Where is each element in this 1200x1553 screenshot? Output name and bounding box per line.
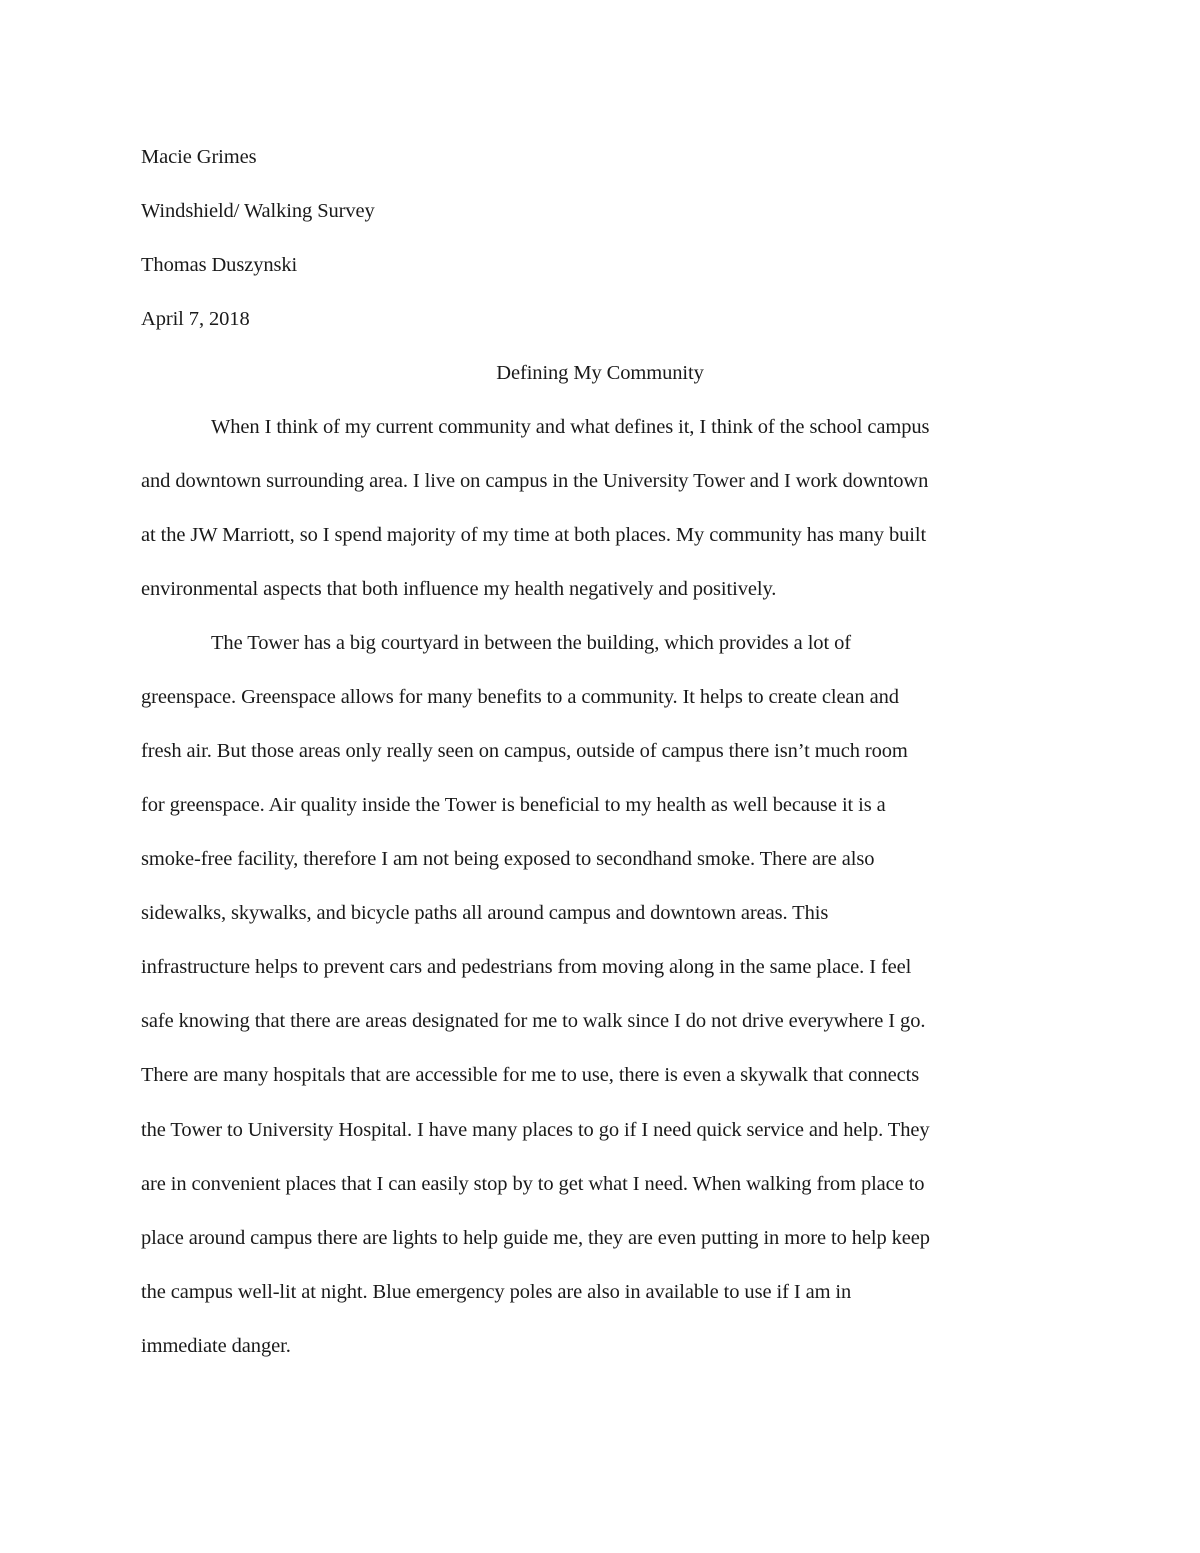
body-line: fresh air. But those areas only really seen on campus, outside of campus there isn’t much room — [141, 740, 908, 762]
body-line: are in convenient places that I can easily stop by to get what I need. When walking from place to — [141, 1173, 925, 1195]
body-line: When I think of my current community and what defines it, I think of the school campus — [211, 416, 930, 438]
body-line: The Tower has a big courtyard in between the building, which provides a lot of — [211, 632, 851, 654]
body-line: environmental aspects that both influence my health negatively and positively. — [141, 578, 777, 600]
body-line: the campus well-lit at night. Blue emergency poles are also in available to use if I am in — [141, 1281, 852, 1303]
assignment-name: Windshield/ Walking Survey — [141, 200, 375, 222]
body-line: safe knowing that there are areas designated for me to walk since I do not drive everywhere I go. — [141, 1010, 926, 1032]
body-line: sidewalks, skywalks, and bicycle paths all around campus and downtown areas. This — [141, 902, 829, 924]
body-line: at the JW Marriott, so I spend majority of my time at both places. My community has many built — [141, 524, 927, 546]
document-date: April 7, 2018 — [141, 308, 250, 330]
body-line: and downtown surrounding area. I live on campus in the University Tower and I work downtown — [141, 470, 929, 492]
body-line: place around campus there are lights to help guide me, they are even putting in more to help keep — [141, 1227, 930, 1249]
body-line: the Tower to University Hospital. I have many places to go if I need quick service and help. They — [141, 1119, 930, 1141]
instructor-name: Thomas Duszynski — [141, 254, 298, 276]
document-title: Defining My Community — [496, 362, 704, 384]
body-line: infrastructure helps to prevent cars and pedestrians from moving along in the same place. I feel — [141, 956, 912, 978]
author-name: Macie Grimes — [141, 146, 257, 168]
body-line: immediate danger. — [141, 1335, 291, 1357]
body-line: smoke-free facility, therefore I am not being exposed to secondhand smoke. There are also — [141, 848, 875, 870]
body-line: There are many hospitals that are accessible for me to use, there is even a skywalk that connects — [141, 1064, 920, 1086]
body-line: greenspace. Greenspace allows for many benefits to a community. It helps to create clean and — [141, 686, 899, 708]
body-line: for greenspace. Air quality inside the Tower is beneficial to my health as well because it is a — [141, 794, 886, 816]
